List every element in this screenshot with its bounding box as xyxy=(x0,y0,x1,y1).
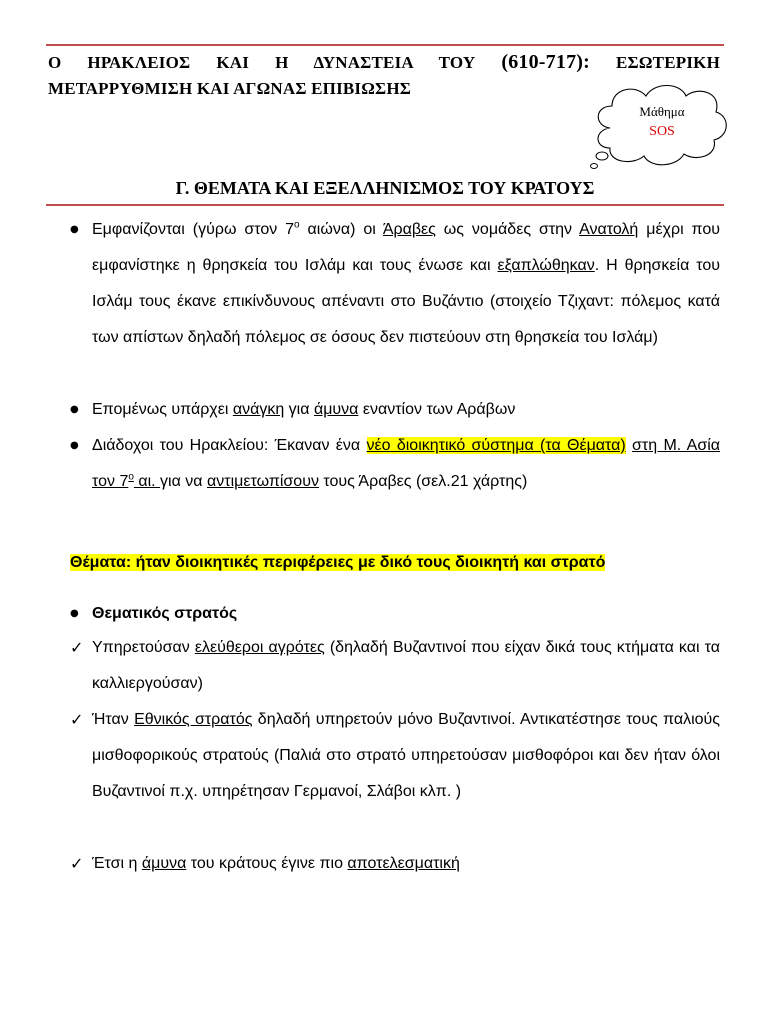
section-heading: Γ. ΘΕΜΑΤΑ ΚΑΙ ΕΞΕΛΛΗΝΙΣΜΟΣ ΤΟΥ ΚΡΑΤΟΥΣ xyxy=(175,178,595,198)
title-line-1 xyxy=(48,49,720,76)
underlined-text: Ανατολή xyxy=(579,221,639,238)
title-years: (610-717): xyxy=(501,51,590,73)
bullet-dot-icon: ● xyxy=(70,224,79,235)
superscript: ο xyxy=(128,471,134,483)
heading-rule xyxy=(46,204,724,206)
underlined-text: αντιμετωπίσουν xyxy=(207,473,319,490)
highlighted-text: Θέματα: ήταν διοικητικές περιφέρειες με δικό τους διοικητή και στρατό xyxy=(70,554,606,571)
text-run: . Η θρησκεία του Ισλάμ τους έκανε επικίνδυνους απέναντι στο Βυζάντιο (στοιχείο Τζιχαντ: πόλεμος κατά των απίστων δηλαδή πόλεμος σε όσους δεν πιστεύουν στη θρησκεία του Ισλάμ) xyxy=(92,257,721,346)
underlined-text: ανάγκη xyxy=(232,401,285,418)
text-run: Έτσι η xyxy=(92,855,142,872)
bullet-item-arabs xyxy=(92,212,720,356)
underlined-text: ελεύθεροι αγρότες xyxy=(194,639,325,656)
underlined-text: άμυνα xyxy=(313,401,359,418)
bullet-dot-icon: ● xyxy=(70,440,79,451)
underlined-text: αποτελεσματική xyxy=(347,855,460,872)
subheading-thematic-army: Θεματικός στρατός xyxy=(92,605,238,622)
bullet-dot-icon: ● xyxy=(70,404,79,415)
title-text-end: ΕΣΩΤΕΡΙΚΗ xyxy=(616,53,720,72)
text-run: Υπηρετούσαν xyxy=(92,639,195,656)
text-run: δηλαδή υπηρετούν μόνο Βυζαντινοί. Αντικατέστησε τους παλιούς μισθοφορικούς στρατούς (Παλιά στο στρατό υπηρετούσαν μισθοφόροι και δεν ήταν όλοι Βυζαντινοί π.χ. υπηρέτησαν Γερμανοί, Σλάβοι κλπ. ) xyxy=(92,711,720,800)
text-run: του κράτους έγινε πιο xyxy=(186,855,348,872)
check-item-national-army xyxy=(92,702,720,810)
bullet-item-successors xyxy=(92,428,720,500)
check-item-farmers xyxy=(92,630,720,702)
highlighted-text: νέο διοικητικό σύστημα (τα Θέματα) xyxy=(366,437,626,454)
text-run: ως νομάδες στην xyxy=(435,221,580,238)
underlined-text: εξαπλώθηκαν xyxy=(497,257,595,274)
checkmark-icon: ✓ xyxy=(70,710,84,729)
title-line-2: ΜΕΤΑΡΡΥΘΜΙΣΗ ΚΑΙ ΑΓΩΝΑΣ ΕΠΙΒΙΩΣΗΣ xyxy=(48,79,412,98)
underlined-text: άμυνα xyxy=(141,855,187,872)
text-run: Διάδοχοι του Ηρακλείου: Έκαναν ένα xyxy=(92,437,367,454)
text-run: για xyxy=(284,401,314,418)
cloud-note-lesson: Μάθημα xyxy=(639,104,685,119)
checkmark-icon: ✓ xyxy=(70,854,84,873)
underlined-text: Άραβες xyxy=(382,221,436,238)
top-rule xyxy=(46,44,724,46)
text-run: Ήταν xyxy=(92,711,135,728)
text-run: Επομένως υπάρχει xyxy=(92,401,233,418)
cloud-note-sos: SOS xyxy=(649,124,675,139)
text-run: αιώνα) οι xyxy=(299,221,383,238)
underlined-text: αι. xyxy=(133,473,161,490)
text-run: εναντίον των Αράβων xyxy=(358,401,516,418)
bullet-dot-icon: ● xyxy=(70,608,79,619)
text-run: (δηλαδή Βυζαντινοί που είχαν δικά τους κτήματα και τα καλλιεργούσαν) xyxy=(92,639,721,692)
text-run: τους Άραβες (σελ.21 χάρτης) xyxy=(318,473,528,490)
bullet-item-defense xyxy=(92,392,720,428)
text-run: για να xyxy=(160,473,207,490)
check-item-effective-defense xyxy=(92,846,720,882)
title-text-start: Ο ΗΡΑΚΛΕΙΟΣ ΚΑΙ Η ΔΥΝΑΣΤΕΙΑ ΤΟΥ xyxy=(48,53,476,72)
themata-definition xyxy=(70,548,730,578)
text-run: μέχρι που εμφανίστηκε η θρησκεία του Ισλάμ και τους ένωσε και xyxy=(92,221,721,274)
underlined-text: Εθνικός στρατός xyxy=(134,711,253,728)
text-run: Εμφανίζονται (γύρω στον 7 xyxy=(92,221,295,238)
underlined-text: στη Μ. Ασία τον 7 xyxy=(92,437,720,490)
checkmark-icon: ✓ xyxy=(70,638,84,657)
superscript: ο xyxy=(294,219,300,231)
